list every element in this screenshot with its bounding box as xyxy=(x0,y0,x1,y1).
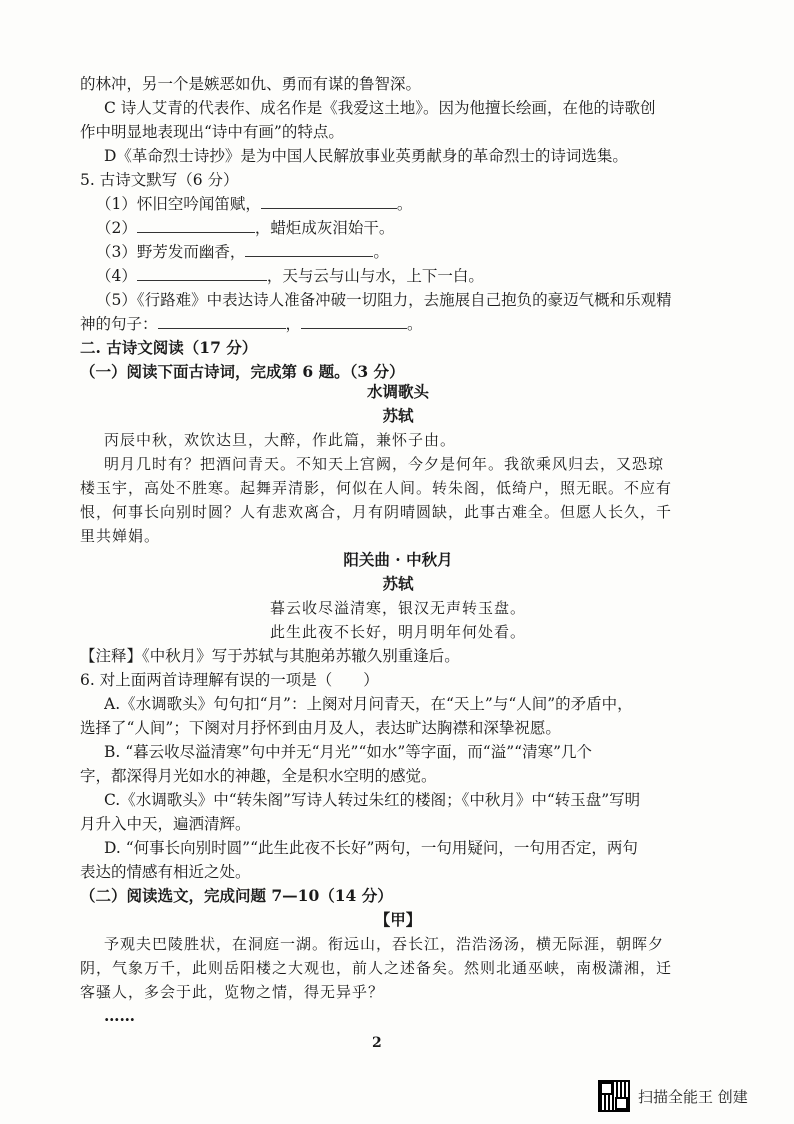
answer-blank[interactable] xyxy=(261,192,397,209)
question-5-3 xyxy=(96,240,736,264)
passage-ellipsis: …… xyxy=(104,1006,135,1025)
question-5-1 xyxy=(96,192,736,216)
answer-blank[interactable] xyxy=(158,312,286,329)
text-line: D《革命烈士诗抄》是为中国人民解放事业英勇献身的革命烈士的诗词选集。 xyxy=(104,147,628,165)
question-5-4-text: ，天与云与山与水，上下一白。 xyxy=(266,267,484,285)
text-line: 的林冲，另一个是嫉恶如仇、勇而有谋的鲁智深。 xyxy=(80,75,422,93)
qr-code-icon xyxy=(598,1080,630,1112)
annotation: 【注释】《中秋月》写于苏轼与其胞弟苏辙久别重逢后。 xyxy=(80,647,460,665)
question-5-5-text: 神的句子： xyxy=(80,315,158,333)
question-5-4 xyxy=(96,264,736,288)
poem-1-line: 明月几时有？把酒问青天。不知天上宫阙，今夕是何年。我欲乘风归去，又恐琼 xyxy=(104,455,665,473)
question-5-2 xyxy=(96,216,736,240)
option-d: D. “何事长向别时圆”“此生此夜不长好”两句，一句用疑问，一句用否定，两句 xyxy=(104,839,638,857)
question-6: 6. 对上面两首诗理解有误的一项是（ ） xyxy=(80,671,379,689)
question-5-2-num: （2） xyxy=(96,219,137,237)
option-a: A.《水调歌头》句句扣“月”：上阕对月问青天，在“天上”与“人间”的矛盾中， xyxy=(104,695,633,713)
answer-blank[interactable] xyxy=(137,216,255,233)
question-5-1-text: （1）怀旧空吟闻笛赋， xyxy=(96,195,261,213)
passage-line: 予观夫巴陵胜状，在洞庭一湖。衔远山，吞长江，浩浩汤汤，横无际涯，朝晖夕 xyxy=(104,935,665,953)
option-b: B. “暮云收尽溢清寒”句中并无“月光”“如水”等字面，而“溢”“清寒”几个 xyxy=(104,743,592,761)
question-5-2-text: ，蜡炬成灰泪始干。 xyxy=(254,219,395,237)
answer-blank[interactable] xyxy=(137,264,267,281)
text-line: 作中明显地表现出“诗中有画”的特点。 xyxy=(80,123,344,141)
question-5-1-end: 。 xyxy=(396,195,413,213)
poem-2-line: 此生此夜不长好，明月明年何处看。 xyxy=(269,623,526,641)
option-a-cont: 选择了“人间”；下阕对月抒怀到由月及人，表达旷达胸襟和深挚祝愿。 xyxy=(80,719,561,737)
poem-1-preface: 丙辰中秋，欢饮达旦，大醉，作此篇，兼怀子由。 xyxy=(104,431,457,449)
question-5-5: （5）《行路难》中表达诗人准备冲破一切阻力，去施展自己抱负的豪迈气概和乐观精 xyxy=(96,291,672,309)
question-5-4-num: （4） xyxy=(96,267,137,285)
option-d-cont: 表达的情感有相近之处。 xyxy=(80,863,251,881)
section-2-heading: 二. 古诗文阅读（17 分） xyxy=(80,338,258,357)
text-line: C 诗人艾青的代表作、成名作是《我爱这土地》。因为他擅长绘画，在他的诗歌创 xyxy=(104,99,656,117)
answer-blank[interactable] xyxy=(301,312,407,329)
question-5-3-text: （3）野芳发而幽香， xyxy=(96,243,246,261)
option-c: C.《水调歌头》中“转朱阁”写诗人转过朱红的楼阁；《中秋月》中“转玉盘”写明 xyxy=(104,791,641,809)
poem-1-line: 恨，何事长向别时圆？人有悲欢离合，月有阴晴圆缺，此事古难全。但愿人长久，千 xyxy=(80,503,673,521)
page-number: 2 xyxy=(372,1035,382,1051)
section-2-part-2-heading: （二）阅读选文，完成问题 7—10（14 分） xyxy=(80,886,393,905)
question-5-heading: 5. 古诗文默写（6 分） xyxy=(80,171,239,189)
option-c-cont: 月升入中天，遍洒清辉。 xyxy=(80,815,251,833)
scanner-watermark xyxy=(598,1078,778,1114)
poem-1-line: 里共婵娟。 xyxy=(80,527,161,545)
question-5-3-end: 。 xyxy=(373,243,389,261)
question-5-5-end: 。 xyxy=(407,315,423,333)
answer-blank[interactable] xyxy=(245,240,373,257)
poem-2-line: 暮云收尽溢清寒，银汉无声转玉盘。 xyxy=(269,599,526,617)
poem-2-title: 阳关曲 · 中秋月 xyxy=(343,550,453,569)
poem-1-line: 楼玉宇，高处不胜寒。起舞弄清影，何似在人间。转朱阁，低绮户，照无眠。不应有 xyxy=(80,479,673,497)
option-b-cont: 字，都深得月光如水的神趣，全是积水空明的感觉。 xyxy=(80,767,437,785)
poem-2-author: 苏轼 xyxy=(382,574,414,593)
watermark-text: 扫描全能王 创建 xyxy=(638,1087,748,1106)
passage-label-jia: 【甲】 xyxy=(374,910,422,929)
poem-1-author: 苏轼 xyxy=(382,406,414,425)
poem-1-title: 水调歌头 xyxy=(366,382,429,401)
section-2-part-1-heading: （一）阅读下面古诗词，完成第 6 题。（3 分） xyxy=(80,362,405,381)
question-5-5-comma: ， xyxy=(285,315,302,333)
passage-line: 阴，气象万千，此则岳阳楼之大观也，前人之述备矣。然则北通巫峡，南极潇湘，迁 xyxy=(80,959,673,977)
passage-line: 客骚人，多会于此，览物之情，得无异乎？ xyxy=(80,983,385,1001)
question-5-5-blanks xyxy=(80,312,720,336)
